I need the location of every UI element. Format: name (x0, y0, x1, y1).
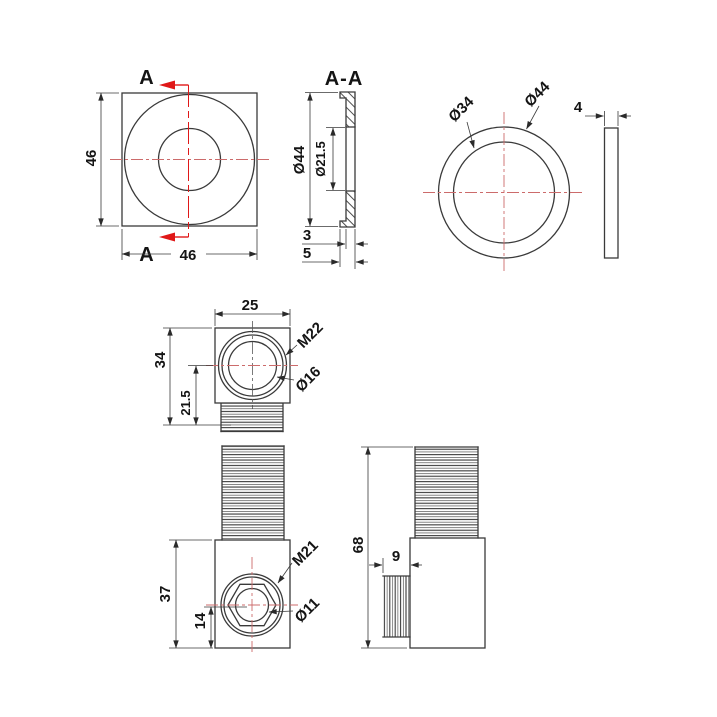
side-stub-length-label: 9 (391, 548, 401, 565)
section-hatch-top (340, 92, 355, 127)
fitting-thread-label: M22 (294, 319, 327, 352)
side-stub-length-dimension (369, 548, 422, 573)
fitting-rod-threads (222, 446, 284, 540)
side-body-outline (410, 538, 485, 648)
fitting-side-view (350, 447, 485, 648)
ring-front-view (423, 78, 585, 273)
fitting-bore-depth-dimension (178, 366, 213, 426)
plate-width-label: 46 (179, 247, 197, 264)
fitting-height-label: 34 (152, 351, 169, 369)
front-thread-callout (278, 537, 322, 583)
front-thread-label: M21 (289, 537, 322, 570)
fitting-stub-threads (221, 404, 283, 432)
ring-inner-label: Ø34 (445, 93, 478, 126)
side-rod-threads (415, 447, 478, 538)
fitting-front-view (157, 446, 323, 652)
section-bore-dimension (313, 128, 345, 191)
section-title: A-A (324, 68, 364, 90)
ring-side-outline (605, 128, 619, 258)
ring-inner-dimension (445, 93, 478, 148)
ring-side-view (574, 99, 631, 258)
front-height-label: 37 (157, 585, 174, 603)
front-height-dimension (157, 540, 213, 648)
side-stub-threads (383, 576, 410, 637)
ring-thickness-dimension (574, 99, 631, 126)
side-total-height-label: 68 (350, 536, 367, 554)
section-arrow-bottom (159, 233, 175, 242)
fitting-top-view (152, 297, 327, 432)
plate-section-view (291, 68, 368, 269)
section-step-label: 3 (302, 227, 312, 244)
front-bore-callout (269, 595, 323, 626)
section-thickness-dimension (302, 229, 368, 267)
ring-outer-label: Ø44 (521, 78, 554, 111)
section-letter-top: A (139, 67, 155, 89)
section-step-dimension (302, 227, 368, 269)
section-outer-label: Ø44 (291, 145, 308, 175)
section-letter-bottom: A (139, 244, 155, 266)
front-bore-label: Ø11 (291, 594, 324, 627)
front-bore-offset-dimension (192, 607, 247, 648)
front-bore-offset-label: 14 (192, 612, 209, 630)
fitting-width-label: 25 (241, 297, 259, 314)
fitting-bore-depth-label: 21.5 (178, 390, 193, 416)
section-bore-label: Ø21.5 (313, 141, 328, 177)
fitting-bore-label: Ø16 (292, 363, 325, 396)
section-thickness-label: 5 (302, 245, 312, 262)
ring-outer-dimension (521, 78, 554, 129)
ring-thickness-label: 4 (573, 99, 583, 116)
plate-height-label: 46 (83, 149, 100, 167)
fitting-thread-callout (286, 319, 327, 355)
section-arrow-top (159, 81, 175, 90)
plate-front-view (83, 67, 269, 266)
